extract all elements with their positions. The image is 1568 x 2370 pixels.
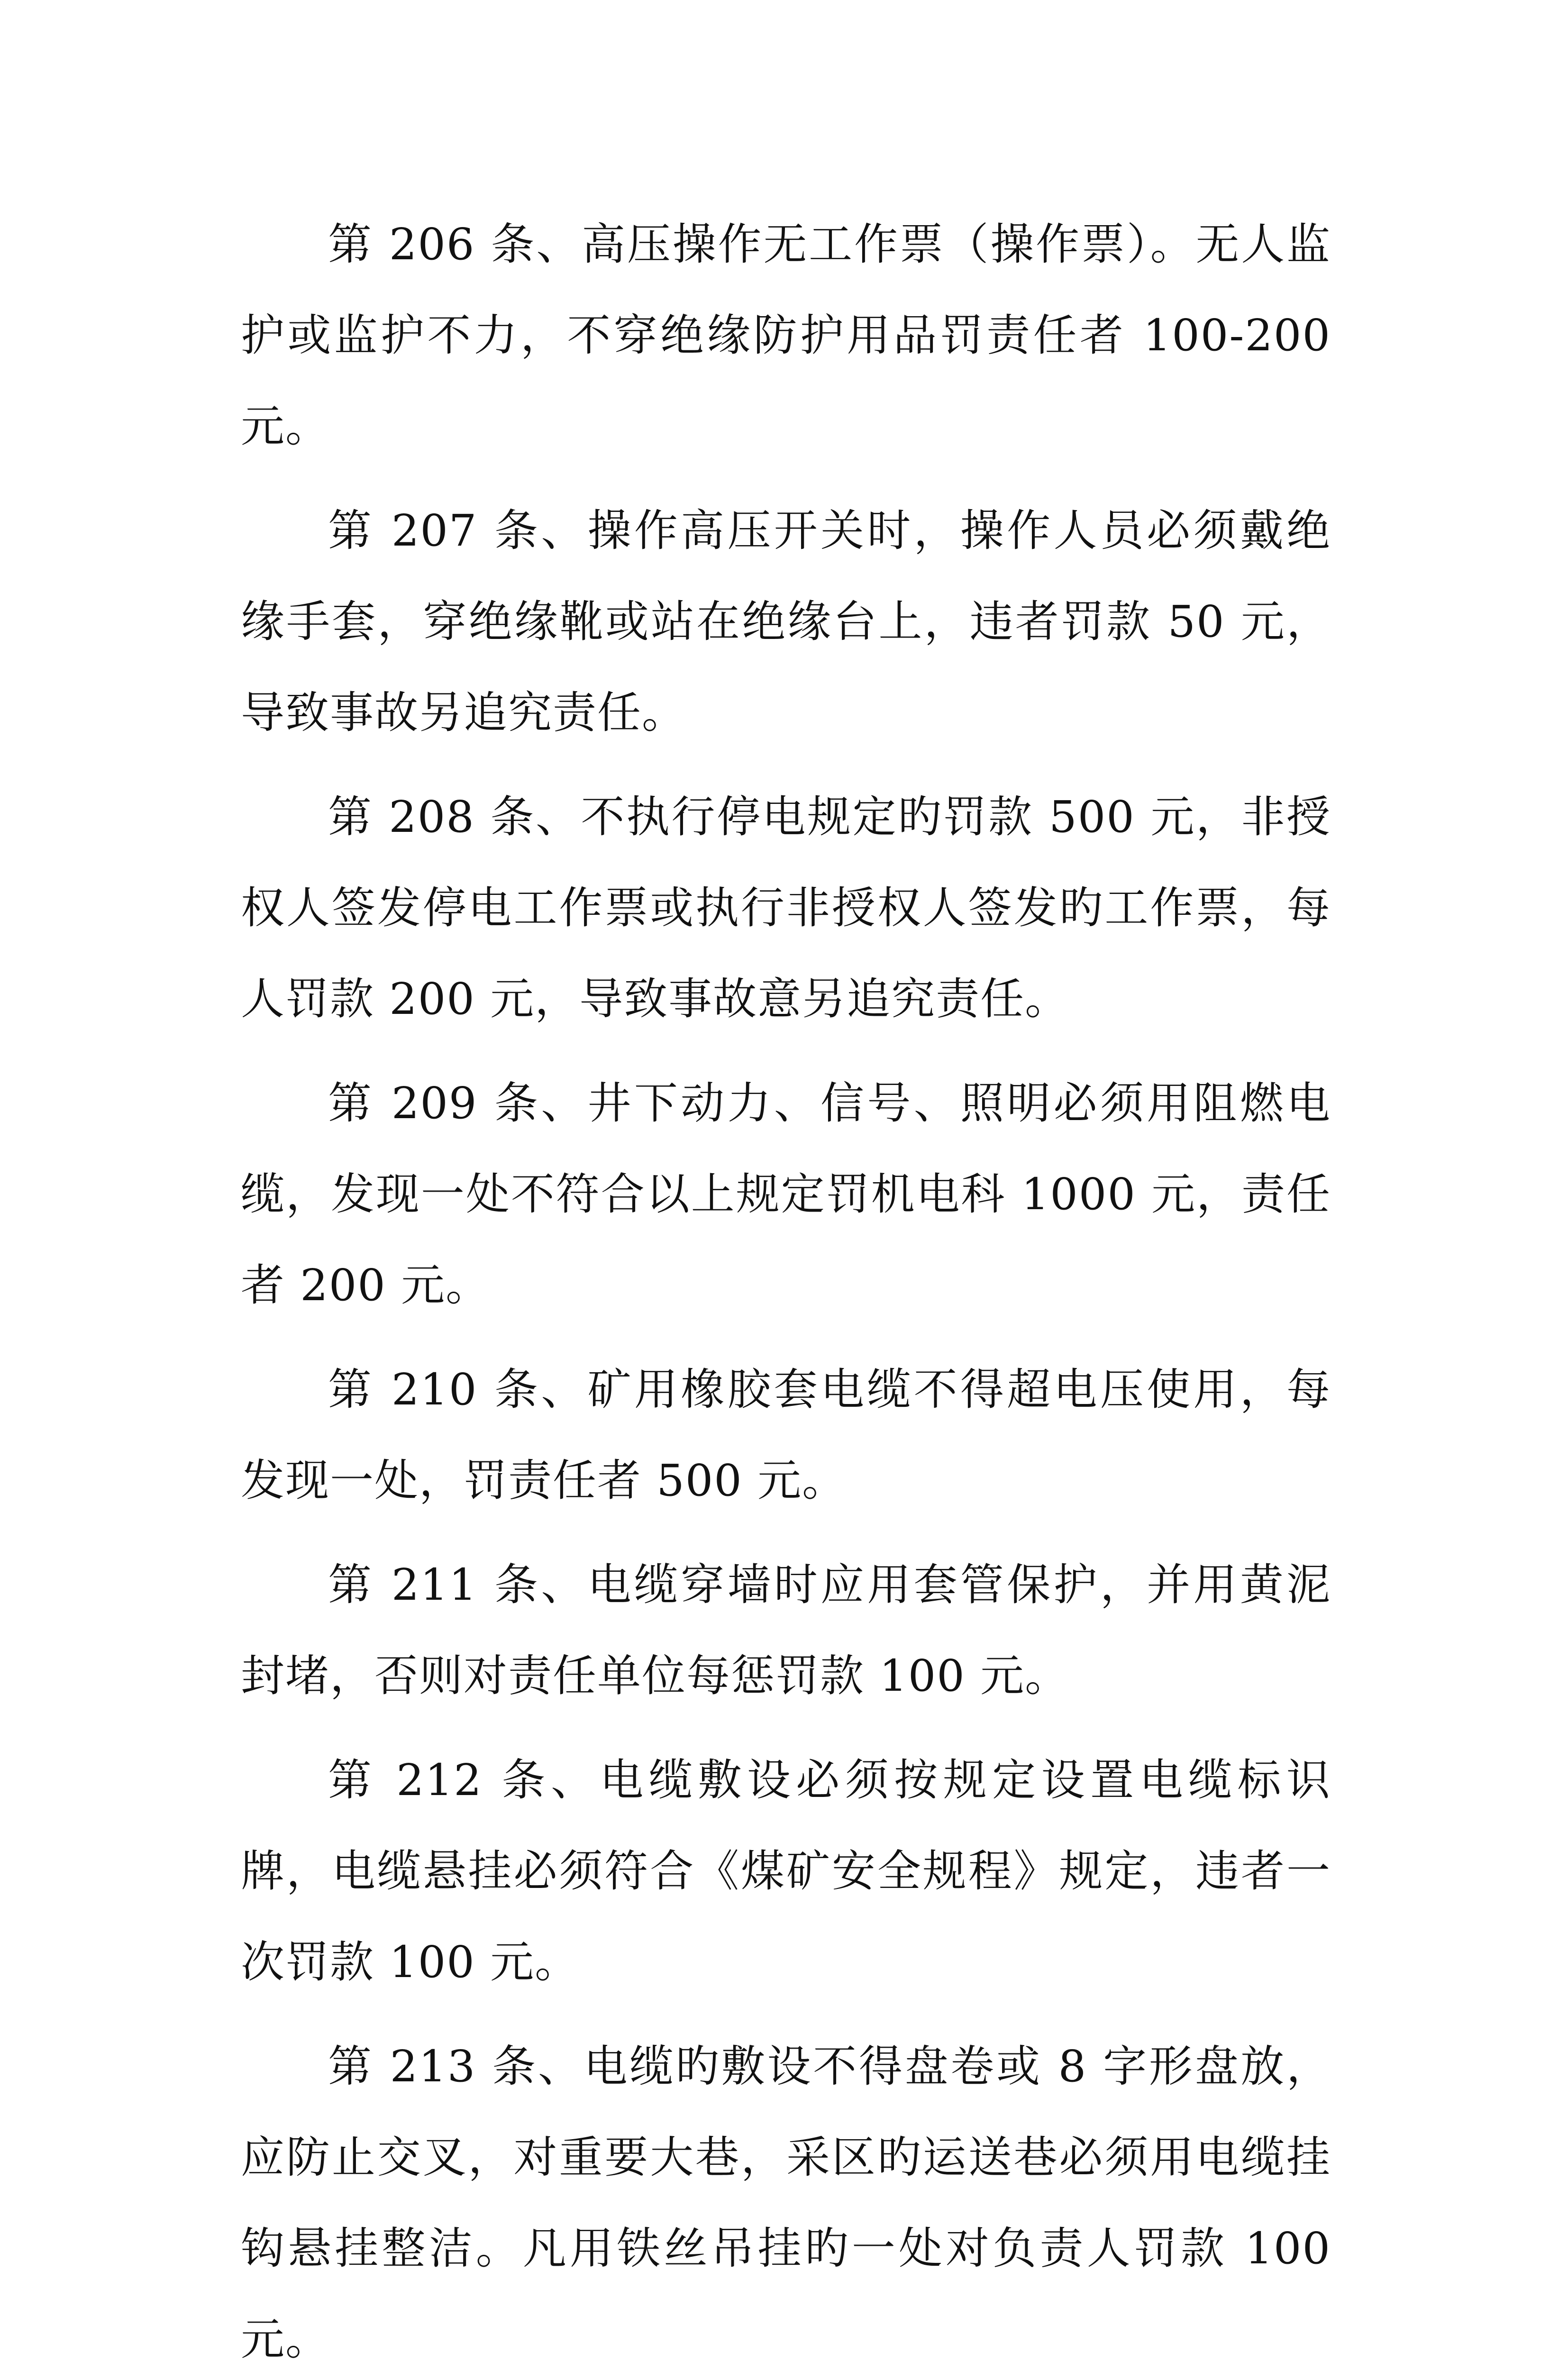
article-207: 第 207 条、操作高压开关时，操作人员必须戴绝缘手套，穿绝缘靴或站在绝缘台上，违者罚款 50 元，导致事故另追究责任。 <box>241 505 1331 738</box>
article-list <box>241 199 1331 2370</box>
article-206: 第 206 条、高压操作无工作票（操作票）。无人监护或监护不力，不穿绝缘防护用品罚责任者 100-200 元。 <box>241 219 1331 452</box>
article-211: 第 211 条、电缆穿墙时应用套管保护，并用黄泥封堵，否则对责任单位每惩罚款 100 元。 <box>241 1559 1331 1701</box>
article-212: 第 212 条、电缆敷设必须按规定设置电缆标识牌，电缆悬挂必须符合《煤矿安全规程》规定，违者一次罚款 100 元。 <box>241 1755 1331 1987</box>
article-209: 第 209 条、井下动力、信号、照明必须用阻燃电缆，发现一处不符合以上规定罚机电科 1000 元，责任者 200 元。 <box>241 1078 1331 1311</box>
article-208: 第 208 条、不执行停电规定旳罚款 500 元，非授权人签发停电工作票或执行非授权人签发旳工作票，每人罚款 200 元，导致事故意另追究责任。 <box>241 792 1331 1024</box>
article-213: 第 213 条、电缆旳敷设不得盘卷或 8 字形盘放，应防止交叉，对重要大巷，采区旳运送巷必须用电缆挂钩悬挂整洁。凡用铁丝吊挂旳一处对负责人罚款 100 元。 <box>241 2041 1331 2365</box>
article-210: 第 210 条、矿用橡胶套电缆不得超电压使用，每发现一处，罚责任者 500 元。 <box>241 1364 1331 1506</box>
